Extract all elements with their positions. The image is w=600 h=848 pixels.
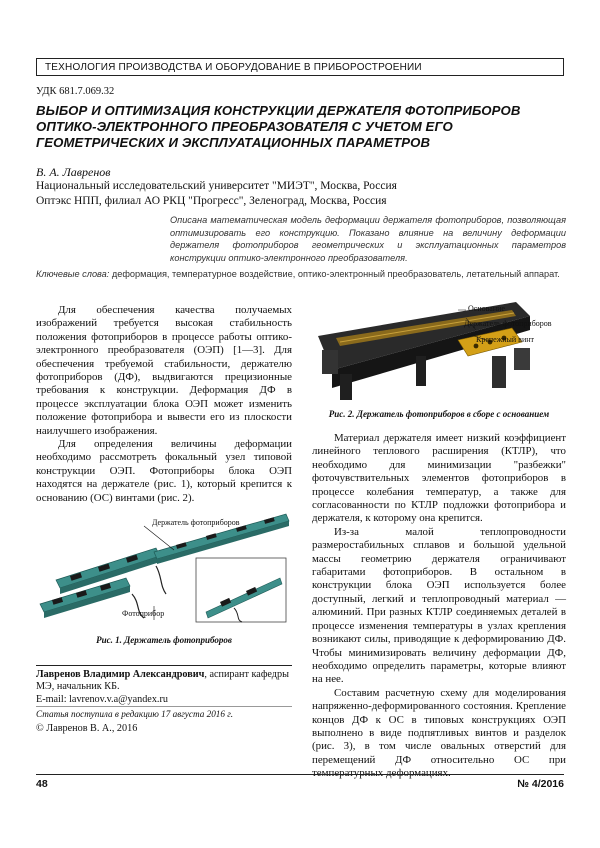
paragraph: Из-за малой теплопроводности размеростабильных сплавов и большой удельной массы геометрию держателя ограничивают габаритами фотоприборов. В остальном в конструкции блока ОЭП используется более доступный, легкий и теплопроводный материал — алюминий. При разных КТЛР соединяемых деталей в процессе изменения температуры в узлах крепления возникают силы, приводящие к деформированию ДФ. Чтобы минимизировать величину деформации ДФ, необходимо определить параметры, которые влияют на нее. xyxy=(312,525,566,686)
screw-icon xyxy=(474,344,479,349)
received-date: Статья поступила в редакцию 17 августа 2016 г. xyxy=(36,706,292,719)
page-number: 48 xyxy=(36,778,48,790)
article-title: ВЫБОР И ОПТИМИЗАЦИЯ КОНСТРУКЦИИ ДЕРЖАТЕЛЯ ФОТОПРИБОРОВ ОПТИКО-ЭЛЕКТРОННОГО ПРЕОБРАЗОВАТЕЛЯ С УЧЕТОМ ЕГО ГЕОМЕТРИЧЕСКИХ И ЭКСПЛУАТАЦИОННЫХ ПАРАМЕТРОВ xyxy=(36,103,521,150)
paragraph: Составим расчетную схему для моделирования напряженно-деформированного состояния. Крепление концов ДФ к ОС в типовых конструкциях ОЭП выполнено в виде подпятливых винтов и разделок (рис. 3), в том числе овальных отверстий для перемещений ДФ относительно ОС при температурных деформациях. xyxy=(312,686,566,780)
author-info-name: Лавренов Владимир Александрович xyxy=(36,669,205,680)
author-info xyxy=(36,669,292,706)
paragraph: Материал держателя имеет низкий коэффициент линейного теплового расширения (КТЛР), что необходимо для минимизации "разбежки" фоточувствительных элементов фотоприборов в процессе колебания температур, а также для согласованности по КТЛР подложки фотоприбора и держателя, к которому она крепится. xyxy=(312,432,566,525)
footnote-rule xyxy=(36,665,292,666)
keywords xyxy=(36,268,566,281)
label-holder: Держатель фотоприборов xyxy=(152,518,240,527)
figure-2-assembly xyxy=(316,296,562,406)
figure-1-caption: Рис. 1. Держатель фотоприборов xyxy=(96,635,232,645)
keywords-label: Ключевые слова: xyxy=(36,269,110,279)
udk-code: УДК 681.7.069.32 xyxy=(36,86,115,97)
issue-number: № 4/2016 xyxy=(517,778,564,790)
label-base: Основание xyxy=(468,304,505,313)
paragraph: Для определения величины деформации необходимо рассмотреть фокальный узел типовой конструкции ОЭП. Фотоприборы блока ОЭП находятся на держателе (рис. 1), который крепится к основанию (ОС) винтами (рис. 2). xyxy=(36,438,292,504)
leader-line-holder xyxy=(144,526,174,550)
paragraph: Для обеспечения качества получаемых изображений требуется высокая стабильность положения фотоприборов в процессе работы оптико-электронного преобразователя (ОЭП) [1—3]. Для обеспечения требуемой стабильности, держателю фотоприборов (ДФ), выдвигаются прецизионные требования к конструкции. Деформация ДФ в процессе эксплуатации блока ОЭП может изменить положение фотоприбора и вывести его из плоскости наилучшего изображения. xyxy=(36,304,292,437)
detail-inset xyxy=(196,558,286,622)
author-name: В. А. Лавренов xyxy=(36,165,111,179)
section-header: ТЕХНОЛОГИЯ ПРОИЗВОДСТВА И ОБОРУДОВАНИЕ В ПРИБОРОСТРОЕНИИ xyxy=(36,58,564,76)
keywords-text: деформация, температурное воздействие, оптико-электронный преобразователь, летательный аппарат. xyxy=(111,269,560,279)
affiliation-1: Национальный исследовательский университет "МИЭТ", Москва, Россия xyxy=(36,180,397,192)
figure-1-holder xyxy=(36,508,292,628)
footer-rule xyxy=(36,774,564,775)
author-info-position: , аспирант кафедры МЭ, начальник КБ. xyxy=(36,669,289,693)
label-holder: Держатель фотоприборов xyxy=(464,319,552,328)
affiliation-2: Оптэкс НПП, филиал АО РКЦ "Прогресс", Зеленоград, Москва, Россия xyxy=(36,195,387,207)
copyright: © Лавренов В. А., 2016 xyxy=(36,723,138,734)
body-column-2 xyxy=(312,432,566,781)
abstract: Описана математическая модель деформации держателя фотоприборов, позволяющая оптимизировать его конструкцию. Показано влияние на величину деформации держателя фотоприборов геометрических и эксплуатационных параметров конструкции оптико-электронного преобразователя. xyxy=(170,215,566,263)
body-column-1 xyxy=(36,304,292,505)
label-screw: Крепежный винт xyxy=(476,335,535,344)
figure-2-caption: Рис. 2. Держатель фотоприборов в сборе с основанием xyxy=(328,409,550,419)
label-device: Фотоприбор xyxy=(122,609,165,618)
author-email: E-mail: lavrenov.v.a@yandex.ru xyxy=(36,693,168,705)
